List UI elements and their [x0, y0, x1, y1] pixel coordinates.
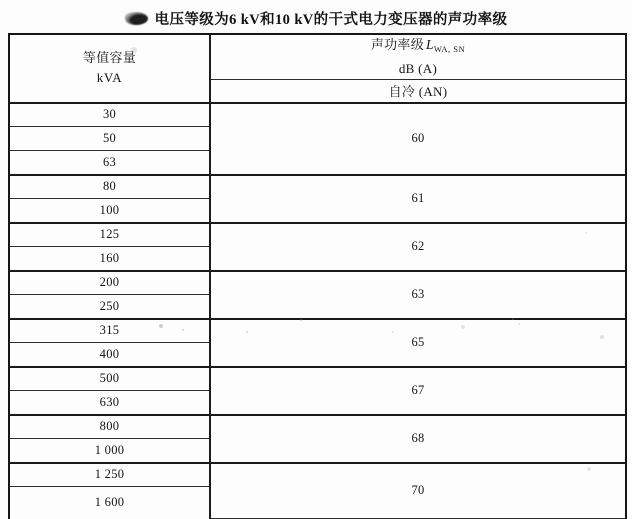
level-header-cell — [210, 34, 626, 80]
level-unit: dB (A) — [398, 61, 438, 76]
level-cell: 61 — [210, 175, 626, 223]
capacity-cell: 100 — [9, 199, 210, 223]
capacity-cell: 800 — [9, 415, 210, 439]
capacity-header-cell — [9, 34, 210, 103]
capacity-cell: 50 — [9, 127, 210, 151]
level-cell: 62 — [210, 223, 626, 271]
level-symbol: L — [426, 37, 434, 52]
capacity-cell: 315 — [9, 319, 210, 343]
capacity-cell: 1 250 — [9, 463, 210, 487]
level-subscript: WA, SN — [433, 44, 466, 54]
title-number-smudge — [124, 11, 148, 26]
capacity-cell: 160 — [9, 247, 210, 271]
capacity-cell: 500 — [9, 367, 210, 391]
level-header-line1 — [211, 35, 625, 59]
capacity-cell: 400 — [9, 343, 210, 367]
capacity-cell: 30 — [9, 103, 210, 127]
capacity-cell: 250 — [9, 295, 210, 319]
capacity-cell: 63 — [9, 151, 210, 175]
level-cell: 68 — [210, 415, 626, 463]
level-cell: 65 — [210, 319, 626, 367]
level-cell: 70 — [210, 463, 626, 519]
capacity-cell: 125 — [9, 223, 210, 247]
level-cell: 63 — [210, 271, 626, 319]
capacity-cell: 1 000 — [9, 439, 210, 463]
level-cell: 67 — [210, 367, 626, 415]
document-title-row — [0, 6, 632, 30]
sound-power-table — [8, 33, 627, 519]
scan-noise-speckles — [0, 0, 2, 2]
capacity-cell: 630 — [9, 391, 210, 415]
capacity-header-unit: kVA — [96, 70, 123, 86]
capacity-header-label: 等值容量 — [82, 50, 137, 66]
capacity-cell: 1 600 — [9, 487, 210, 519]
cooling-mode-cell: 自冷 (AN) — [210, 80, 626, 103]
document-title: 电压等级为6 kV和10 kV的干式电力变压器的声功率级 — [154, 11, 508, 28]
level-cell: 60 — [210, 103, 626, 175]
capacity-cell: 200 — [9, 271, 210, 295]
capacity-cell: 80 — [9, 175, 210, 199]
level-header-label: 声功率级 — [370, 37, 425, 52]
